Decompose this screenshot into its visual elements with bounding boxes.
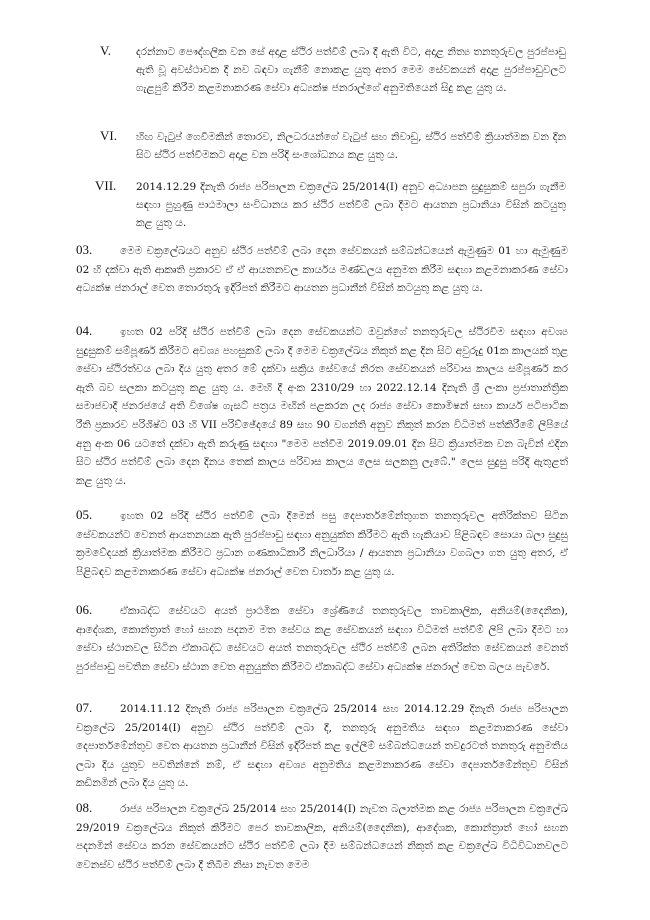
item-number: VI.	[100, 128, 117, 143]
paragraph-number: 03.	[76, 242, 93, 257]
paragraph-number: 08.	[76, 800, 93, 815]
paragraph-text: මෙම චක්‍රලේඛයට අනුව ස්ථිර පත්වීම් ලබා දෙන සේවකයන් සම්බන්ධයෙන් ඇමුණුම 01 හා ඇමුණුම 02 හි දක්වා ඇති ආකෘති ප්‍රකාරව ඒ ඒ ආයතනවල කාර්යය මණ්ඩලය අනුමත කිරීම සඳහා කළමනාකරණ සේවා අධ්‍යක්ෂ ජනරාල් වෙත තොරතුරු ඉදිරිපත් කිරීමට ආයතන ප්‍රධානීන් විසින් කටයුතු කළ යුතු ය.	[76, 245, 568, 295]
paragraph-text: ඒකාබද්ධ සේවයට අයත් ප්‍රාථමික සේවා ශ්‍රේණියේ තනතුරුවල තාවකාලික, අනියම්(දෛනික), ආදේශක, කොන්ත්‍රාත් හෝ සහන පදනම මත සේවය කළ සේවකයන් සඳහා විධිමත් පත්වීම් ලිපි ලබා දීමට හා සේවා ස්ථානවල සිටින ඒකාබද්ධ සේවයට අයත් තනතුරුවල ස්ථිර පත්වීම් ලබන අතිරික්ත සේවකයන් වෙනත් පුරප්පාඩු පවතින සේවා ස්ථාන වෙත අනුයුක්ත කිරීමට ඒකාබද්ධ සේවා අධ්‍යක්ෂ ජනරාල් වෙත බලය පැවරේ.	[76, 605, 568, 673]
paragraph-number: 06.	[76, 602, 93, 617]
item-number: VII.	[95, 178, 117, 193]
paragraph-text: ඉහත 02 පරිදි ස්ථිර පත්වීම් ලබා දෙන සේවකයන්ට ඔවුන්ගේ තනතුරුවල ස්ථිරවීම සඳහා අවශ්‍ය සුදුසුකම් සම්පූර්ණ කිරීමට අවශ්‍ය පහසුකම් ලබා දී මෙම චක්‍රලේඛය නිකුත් කළ දින සිට අවුරුදු 01ක කාලයක් තුළ සේවා ස්ථිරත්වය ලබා දිය යුතු අතර මේ දක්වා සක්‍රිය සේවයේ නිරත සේවකයන් පරිවාස කාලය සම්පූර්ණ කර ඇති බව සලකා කටයුතු කළ යුතු ය. මෙහි දී අංක 2310/29 හා 2022.12.14 දිනැති ශ්‍රී ලංකා ප්‍රජාතාන්ත්‍රික සමාජවාදී ජනරජයේ අති විශේෂ ගැසට් පත්‍රය මඟින් පළකරන ලද රාජ්‍ය සේවා කොමිෂන් සභා කාර්ය පටිපාටික රීති ප්‍රකාරව පරිශිෂ්ට 03 හි VII පරිච්ඡේදයේ 89 සහ 90 වගන්ති අනුව නිකුත් කරන විධිමත් පත්කිරීමේ ලිපියේ අනු අංක 06 යටතේ දක්වා ඇති කරුණු සඳහා "මෙම පත්වීම 2019.09.01 දින සිට ක්‍රියාත්මක වන බැවින් එදින සිට ස්ථිර පත්වීම් ලබා දෙන දිනය තෙක් කාලය පරිවාස කාලය ලෙස සලකනු ලැබේ." ලෙස සුදුසු පරිදි ඇතුළත් කළ යුතු ය.	[76, 326, 568, 487]
paragraph-text: රාජ්‍ය පරිපාලන චක්‍රලේඛ 25/2014 සහ 25/2014(I) නැවත බලාත්මක කළ රාජ්‍ය පරිපාලන චක්‍රලේඛ 29/2019 චක්‍රලේඛය නිකුත් කිරීමට පෙර තාවකාලික, අනියම්(දෛනික), ආදේශක, කොන්ත්‍රාත් හෝ සහන පදනමින් සේවය කරන සේවකයන්ට ස්ථිර පත්වීම් ලබා දීම සම්බන්ධයෙන් නිකුත් කළ චක්‍රලේඛ විධිවිධානවලට වෙනස්ව ස්ථිර පත්වීම් ලබා දී තිබීම නිසා නැවත මෙම	[76, 803, 568, 871]
paragraph-text: 2014.11.12 දිනැති රාජ්‍ය පරිපාලන චක්‍රලේඛ 25/2014 සහ 2014.12.29 දිනැති රාජ්‍ය පරිපාලන චක්‍රලේඛ 25/2014(I) අනුව ස්ථිර පත්වීම් ලබා දී, තනතුරු අනුමතිය සඳහා කළමනාකරණ සේවා දෙපාර්තමේන්තුව වෙත ආයතන ප්‍රධානීන් විසින් ඉදිරිපත් කළ ඉල්ලීම් සම්බන්ධයෙන් තවදුරටත් තනතුරු අනුමතිය ලබා දිය යුතුව පවතින්නේ නම්, ඒ සඳහා අවශ්‍ය අනුමතිය කළමනාකරණ සේවා දෙපාර්තමේන්තුව විසින් කඩිනමින් ලබා දිය යුතු ය.	[76, 703, 568, 790]
item-text: 2014.12.29 දිනැති රාජ්‍ය පරිපාලන චක්‍රලේඛ 25/2014(I) අනුව අධ්‍යාපන සුදුසුකම් සපුරා ගැනීම සඳහා පුහුණු පාඨමාලා සංවිධානය කර ස්ථිර පත්වීම් ලබා දීමට ආයතන ප්‍රධානියා විසින් කටයුතු කළ යුතු ය.	[136, 181, 566, 229]
paragraph-text: ඉහත 02 පරිදි ස්ථිර පත්වීම් ලබා දීමෙන් පසු දෙපාර්තමේන්තුගත තනතුරුවල අතිරික්තව සිටින සේවකයන්ට වෙනත් ආයතනයක ඇති පුරප්පාඩු සඳහා අනුයුක්ත කිරීමට ඇති හැකියාව පිළිබඳව සොයා බලා සුදුසු ක්‍රමවේදයක් ක්‍රියාත්මක කිරීමට ප්‍රධාන ගණකාධිකාරී නිලධාරියා / ආයතන ප්‍රධානියා වගබලා ගත යුතු අතර, ඒ පිළිබඳව කළමනාකරණ සේවා අධ්‍යක්ෂ ජනරාල් වෙත වාර්තා කළ යුතු ය.	[76, 510, 568, 578]
paragraph-number: 05.	[76, 507, 93, 522]
item-number: V.	[100, 43, 111, 58]
item-text: දරන්නාට පෞද්ගලික වන සේ අදාළ ස්ථිර පත්වීම් ලබා දී ඇති විට, අදාළ නිත්‍ය තනතුරුවල පුරප්පාඩු ඇති වූ අවස්ථාවක දී නව බඳවා ගැනීම් නොකළ යුතු අතර මෙම සේවකයන් අදාළ පුරප්පාඩුවලට ගැළපුම් කිරීම කළමනාකරණ සේවා අධ්‍යක්ෂ ජනරාල්ගේ අනුමතියෙන් සිදු කළ යුතු ය.	[136, 46, 566, 94]
paragraph-number: 04.	[76, 323, 93, 338]
item-text: හිඟ වැටුප් ගෙවීමකින් තොරව, නිලධරයන්ගේ වැටුප් සහ නිවාඩු, ස්ථිර පත්වීම් ක්‍රියාත්මක වන දින සිට ස්ථිර පත්වීමකට අදාළ වන පරිදි සංශෝධනය කළ යුතු ය.	[136, 131, 566, 161]
paragraph-number: 07.	[76, 700, 93, 715]
